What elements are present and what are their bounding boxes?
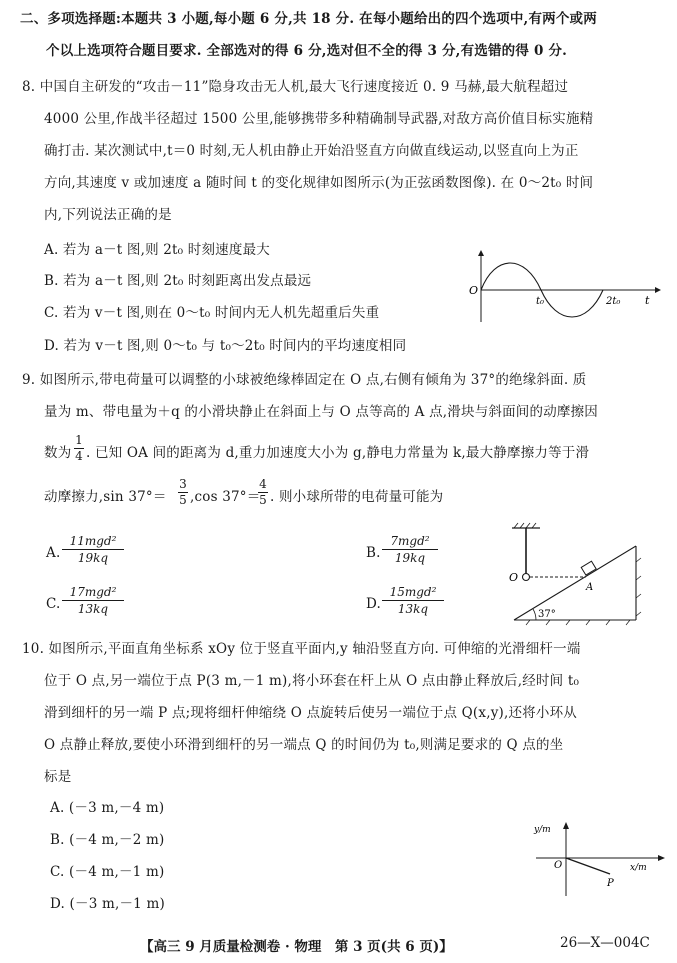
q8-stem-line: 确打击. 某次测试中,t＝0 时刻,无人机由静止开始沿竖直方向做直线运动,以竖直向上为正 [44,143,579,159]
rod-op [566,858,610,874]
mu-numerator: 1 [75,433,83,447]
vertical-axis-arrow [478,250,484,256]
q8-stem-line: 4000 公里,作战半径超过 1500 公里,能够携带多种精确制导武器,对敌方高价值目标实施精 [44,111,594,127]
mu-fraction [74,434,84,463]
footer-code: 26—X—004C [560,935,650,951]
q9-option-a-denominator: 19kq [77,551,109,565]
q10-stem-line: 标是 [44,769,72,785]
q9-stem-line4-prefix: 动摩擦力,sin 37°＝ [44,489,167,505]
point-p-label: P [607,878,614,889]
q9-option-b-label: B. [366,545,381,561]
q8-stem-line: 方向,其速度 v 或加速度 a 随时间 t 的变化规律如图所示(为正弦函数图像). 在 0～2t₀ 时间 [44,175,594,191]
sin-denominator: 5 [179,493,187,507]
t0-label: t₀ [536,296,545,307]
q9-option-d-label: D. [366,596,382,612]
cos-numerator: 4 [259,477,267,491]
q9-stem-line4-mid: ,cos 37°＝ [190,489,261,505]
q10-option-d: D. (－3 m,－1 m) [50,896,165,912]
q8-option-d: D. 若为 v－t 图,则 0～t₀ 与 t₀～2t₀ 时间内的平均速度相同 [44,338,407,354]
section-heading-line1: 二、多项选择题:本题共 3 小题,每小题 6 分,共 18 分. 在每小题给出的四个选项中,有两个或两 [20,11,597,27]
footer-page-info: 【高三 9 月质量检测卷 · 物理 第 3 页(共 6 页)】 [140,939,453,955]
q9-stem-line3-prefix: 数为 [44,445,72,461]
ceiling-hatching [514,523,536,528]
x-axis-label: x/m [630,863,647,873]
origin-label: O [554,860,563,871]
q10-stem-line: O 点静止释放,要使小环滑到细杆的另一端点 Q 的时间仍为 t₀,则满足要求的 Q 点的坐 [44,737,564,753]
q8-sine-graph [465,248,665,328]
point-o-label: O [509,571,519,584]
q9-option-a-numerator: 11mgd² [69,534,117,548]
q9-stem-line4-suffix: . 则小球所带的电荷量可能为 [270,489,444,505]
point-a-label: A [586,582,594,593]
q9-option-d-denominator: 13kq [397,602,429,616]
x-axis-arrow [658,855,665,861]
origin-label: O [469,284,479,297]
slider-block [581,561,596,575]
cos-fraction [258,478,268,507]
q9-incline-figure [500,522,665,626]
sin-numerator: 3 [179,477,187,491]
q9-option-b-denominator: 19kq [394,551,426,565]
q9-option-d-numerator: 15mgd² [389,585,437,599]
q9-option-c-denominator: 13kq [77,602,109,616]
q10-option-c: C. (－4 m,－1 m) [50,864,165,880]
q9-option-c-fraction [62,585,124,616]
q10-coordinate-figure [530,820,670,898]
q9-option-b-numerator: 7mgd² [390,534,430,548]
angle-arc [533,609,536,620]
mu-denominator: 4 [75,449,83,463]
q9-option-c-numerator: 17mgd² [69,585,117,599]
2t0-label: 2t₀ [606,296,621,307]
q9-option-b-fraction [382,534,438,565]
q9-stem-line3-suffix: . 已知 OA 间的距离为 d,重力加速度大小为 g,静电力常量为 k,最大静摩擦力等于滑 [86,445,590,461]
q9-option-c-label: C. [46,596,61,612]
q8-option-b: B. 若为 a－t 图,则 2t₀ 时刻距离出发点最远 [44,273,312,289]
q8-option-a: A. 若为 a－t 图,则 2t₀ 时刻速度最大 [44,242,270,258]
q10-stem-line: 10. 如图所示,平面直角坐标系 xOy 位于竖直平面内,y 轴沿竖直方向. 可伸缩的光滑细杆一端 [22,641,581,657]
q9-option-a-fraction [62,534,124,565]
charged-ball [523,574,530,581]
q10-option-b: B. (－4 m,－2 m) [50,832,165,848]
y-axis-label: y/m [534,825,551,835]
section-heading-line2: 个以上选项符合题目要求. 全部选对的得 6 分,选对但不全的得 3 分,有选错的得 0 分. [46,43,568,59]
t-axis-arrow [655,287,661,293]
cos-denominator: 5 [259,493,267,507]
y-axis-arrow [563,822,569,829]
q9-option-a-label: A. [46,545,61,561]
q8-stem-line: 内,下列说法正确的是 [44,207,172,223]
q9-stem-line2: 量为 m、带电量为＋q 的小滑块静止在斜面上与 O 点等高的 A 点,滑块与斜面间的动摩擦因 [44,404,598,420]
t-axis-label: t [645,294,650,307]
q10-option-a: A. (－3 m,－4 m) [50,800,165,816]
q9-option-d-fraction [382,585,444,616]
incline-surface [514,546,636,620]
q8-stem-line: 8. 中国自主研发的“攻击－11”隐身攻击无人机,最大飞行速度接近 0. 9 马赫,最大航程超过 [22,79,569,95]
q8-option-c: C. 若为 v－t 图,则在 0～t₀ 时间内无人机先超重后失重 [44,305,380,321]
q10-stem-line: 位于 O 点,另一端位于点 P(3 m,－1 m),将小环套在杆上从 O 点由静止释放后,经时间 t₀ [44,673,580,689]
sin-fraction [178,478,188,507]
q9-stem-line1: 9. 如图所示,带电荷量可以调整的小球被绝缘棒固定在 O 点,右侧有倾角为 37°的绝缘斜面. 质 [22,372,587,388]
q10-stem-line: 滑到细杆的另一端 P 点;现将细杆伸缩绕 O 点旋转后使另一端位于点 Q(x,y),还将小环从 [44,705,577,721]
angle-label: 37° [538,609,556,620]
